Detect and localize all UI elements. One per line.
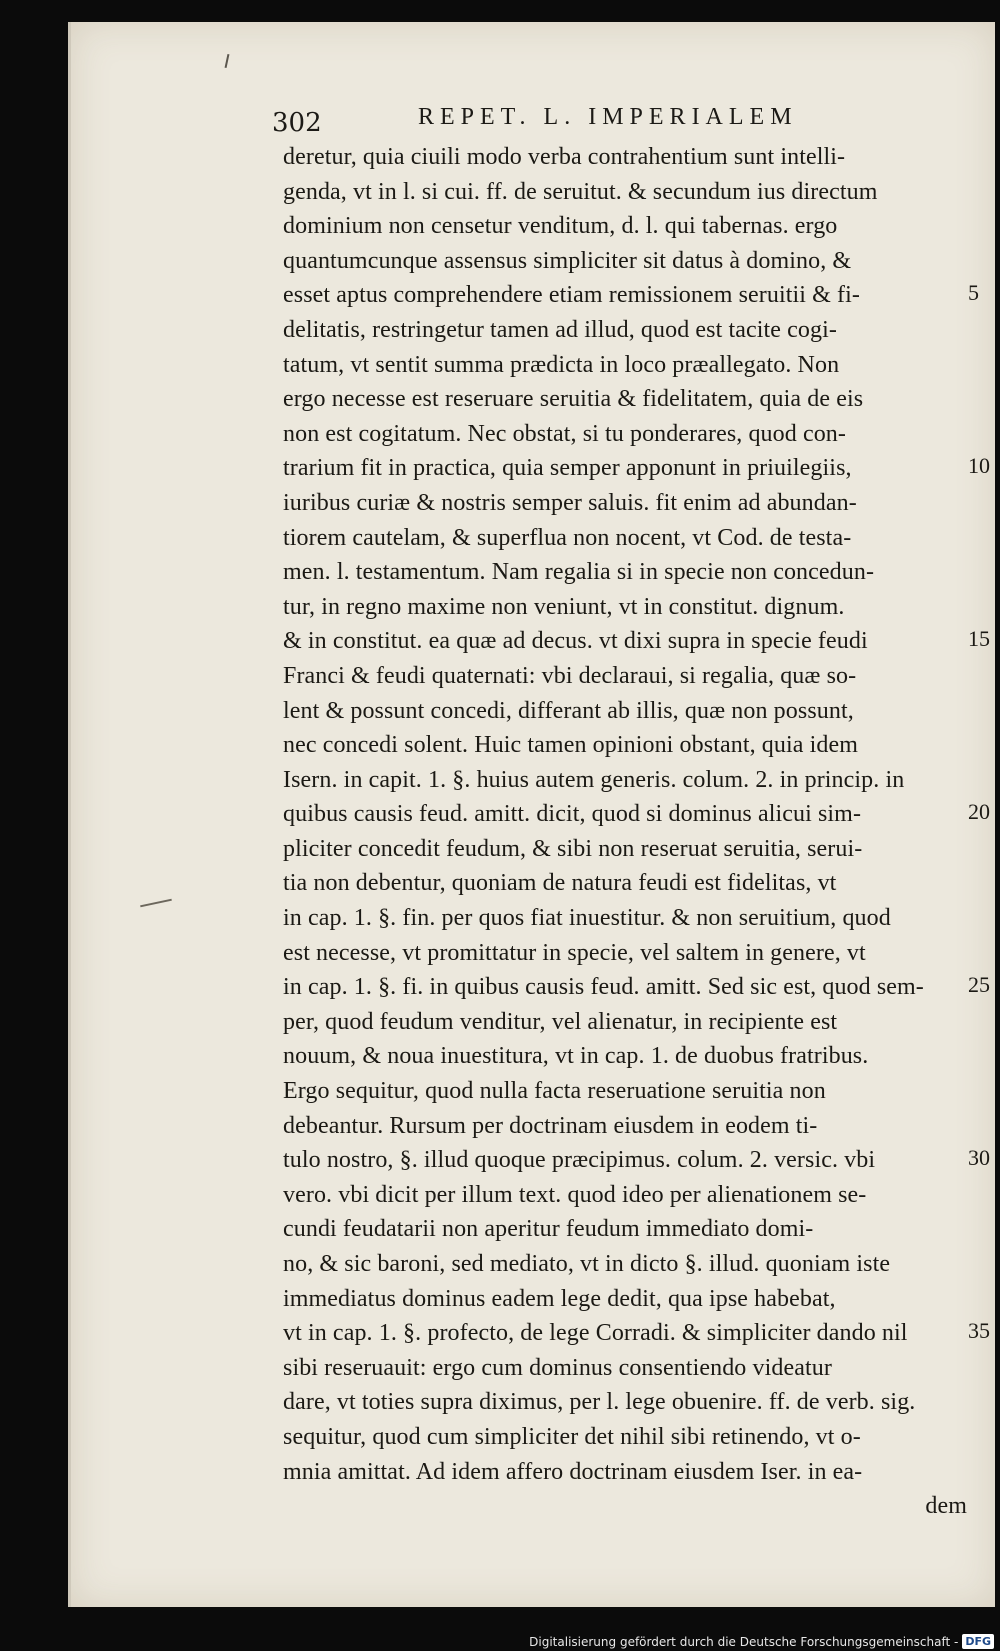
margin-line-number: 20 [968,799,990,825]
text-line: trarium fit in practica, quia semper apponunt in priuilegiis, [283,455,852,482]
text-line: Ergo sequitur, quod nulla facta reseruatione seruitia non [283,1078,826,1105]
text-line: delitatis, restringetur tamen ad illud, quod est tacite cogi- [283,316,837,343]
text-line: per, quod feudum venditur, vel alienatur, in recipiente est [283,1008,838,1035]
text-line: tia non debentur, quoniam de natura feudi est fidelitas, vt [283,870,837,897]
text-line: tur, in regno maxime non veniunt, vt in constitut. dignum. [283,593,845,620]
text-line: no, & sic baroni, sed mediato, vt in dicto §. illud. quoniam iste [283,1251,891,1277]
margin-line-number: 30 [968,1145,990,1171]
text-line: in cap. 1. §. fin. per quos fiat inuestitur. & non seruitium, quod [283,905,891,932]
text-line: men. l. testamentum. Nam regalia si in specie non concedun- [283,559,875,586]
text-line: mnia amittat. Ad idem affero doctrinam eiusdem Iser. in ea- [283,1458,863,1485]
text-line: non est cogitatum. Nec obstat, si tu ponderares, quod con- [283,420,847,447]
text-line: genda, vt in l. si cui. ff. de seruitut. & secundum ius directum [283,178,878,205]
text-line: vt in cap. 1. §. profecto, de lege Corradi. & simpliciter dando nil [283,1320,908,1347]
text-line: est necesse, vt promittatur in specie, vel saltem in genere, vt [283,939,866,966]
text-line: tiorem cautelam, & superflua non nocent, vt Cod. de testa- [283,524,852,551]
margin-line-number: 10 [968,453,990,479]
margin-line-number: 15 [968,626,990,652]
text-line: ergo necesse est reseruare seruitia & fidelitatem, quia de eis [283,386,864,413]
text-line: Isern. in capit. 1. §. huius autem generis. colum. 2. in princip. in [283,766,905,793]
text-line: Franci & feudi quaternati: vbi declaraui, si regalia, quæ so- [283,662,857,689]
dfg-logo: DFG [962,1634,994,1649]
text-line: sequitur, quod cum simpliciter det nihil sibi retinendo, vt o- [283,1423,861,1450]
text-line: debeantur. Rursum per doctrinam eiusdem in eodem ti- [283,1112,818,1139]
text-line: pliciter concedit feudum, & sibi non reseruat seruitia, serui- [283,835,863,862]
text-line: dare, vt toties supra diximus, per l. lege obuenire. ff. de verb. sig. [283,1389,916,1416]
text-line: nouum, & noua inuestitura, vt in cap. 1. de duobus fratribus. [283,1043,869,1070]
text-line: immediatus dominus eadem lege dedit, qua ipse habebat, [283,1285,836,1312]
text-line: iuribus curiæ & nostris semper saluis. fit enim ad abundan- [283,489,857,516]
funding-text: Digitalisierung gefördert durch die Deutsche Forschungsgemeinschaft - [529,1634,959,1649]
text-line: quantumcunque assensus simpliciter sit datus à domino, & [283,247,852,274]
text-line: quibus causis feud. amitt. dicit, quod si dominus alicui sim- [283,801,862,828]
page-number: 302 [272,108,322,138]
text-line: tatum, vt sentit summa prædicta in loco præallegato. Non [283,351,840,378]
margin-line-number: 5 [968,280,979,306]
funding-footer [529,1634,994,1649]
margin-line-number: 35 [968,1318,990,1344]
body-text [283,140,975,1524]
text-line: tulo nostro, §. illud quoque præcipimus. colum. 2. versic. vbi [283,1147,876,1174]
text-line: esset aptus comprehendere etiam remissionem seruitii & fi- [283,282,860,309]
margin-line-number: 25 [968,972,990,998]
text-line: dem [925,1493,967,1520]
text-line: nec concedi solent. Huic tamen opinioni obstant, quia idem [283,732,858,759]
text-line: dominium non censetur venditum, d. l. qui tabernas. ergo [283,213,838,240]
text-line: lent & possunt concedi, differant ab illis, quæ non possunt, [283,697,854,724]
text-line: in cap. 1. §. fi. in quibus causis feud. amitt. Sed sic est, quod sem- [283,974,924,1001]
running-title: REPET. L. IMPERIALEM [418,104,798,130]
text-line: deretur, quia ciuili modo verba contrahentium sunt intelli- [283,144,846,170]
text-line: sibi reseruauit: ergo cum dominus consentiendo videatur [283,1354,832,1381]
text-line: vero. vbi dicit per illum text. quod ideo per alienationem se- [283,1181,867,1208]
text-line: cundi feudatarii non aperitur feudum immediato domi- [283,1216,814,1243]
text-line: & in constitut. ea quæ ad decus. vt dixi supra in specie feudi [283,628,868,655]
